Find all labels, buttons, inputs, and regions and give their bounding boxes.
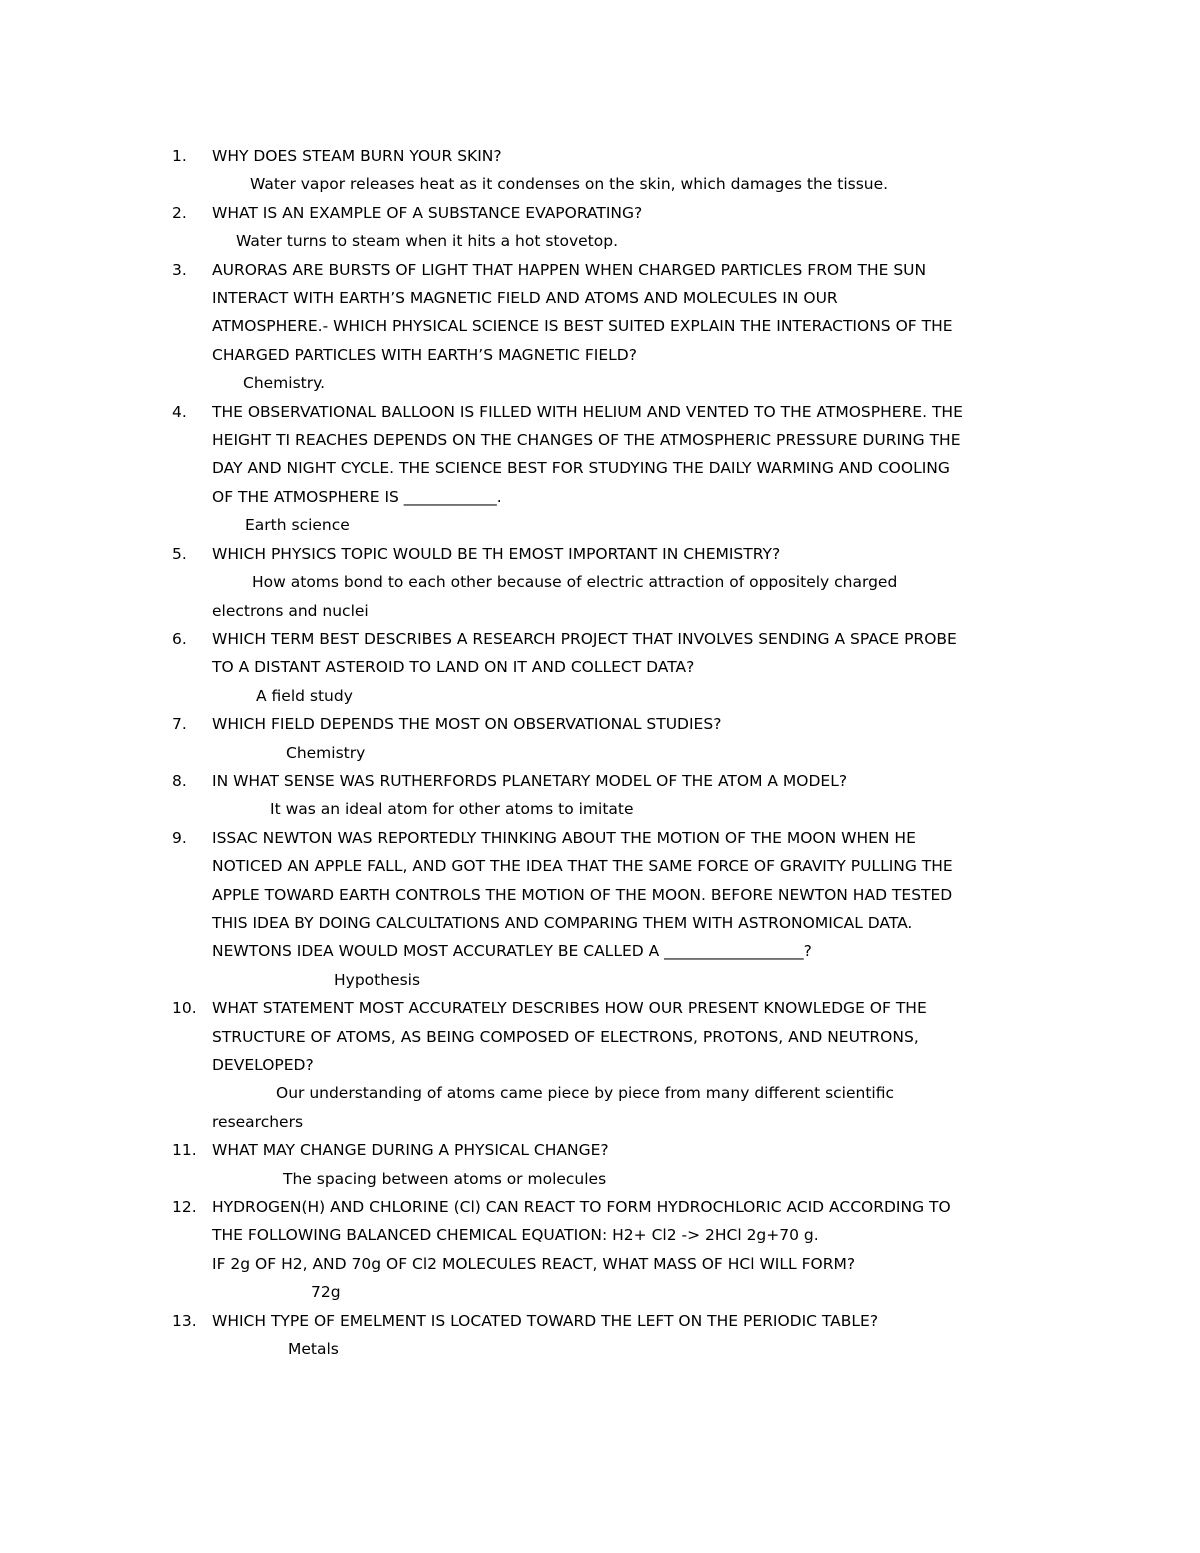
item-number: 6. xyxy=(172,629,187,648)
list-item xyxy=(0,994,1200,1136)
answer-text: Earth science xyxy=(245,516,350,535)
question-line: THIS IDEA BY DOING CALCULTATIONS AND COMPARING THEM WITH ASTRONOMICAL DATA. xyxy=(212,913,913,932)
item-number: 8. xyxy=(172,771,187,790)
item-number: 9. xyxy=(172,828,187,847)
answer-text-continued: electrons and nuclei xyxy=(212,601,369,620)
question-line: HYDROGEN(H) AND CHLORINE (Cl) CAN REACT TO FORM HYDROCHLORIC ACID ACCORDING TO xyxy=(212,1198,951,1217)
item-number: 4. xyxy=(172,402,187,421)
list-item xyxy=(0,540,1200,625)
question-line: NOTICED AN APPLE FALL, AND GOT THE IDEA THAT THE SAME FORCE OF GRAVITY PULLING THE xyxy=(212,857,953,876)
answer-text: How atoms bond to each other because of electric attraction of oppositely charged xyxy=(252,573,898,592)
answer-text: Our understanding of atoms came piece by piece from many different scientific xyxy=(276,1084,895,1103)
question-line: TO A DISTANT ASTEROID TO LAND ON IT AND COLLECT DATA? xyxy=(212,658,695,677)
answer-text: Water vapor releases heat as it condenses on the skin, which damages the tissue. xyxy=(250,175,889,194)
item-number: 2. xyxy=(172,203,187,222)
question-line: AURORAS ARE BURSTS OF LIGHT THAT HAPPEN WHEN CHARGED PARTICLES FROM THE SUN xyxy=(212,260,927,279)
question-text: WHICH TYPE OF EMELMENT IS LOCATED TOWARD THE LEFT ON THE PERIODIC TABLE? xyxy=(212,1311,879,1330)
question-text: WHICH FIELD DEPENDS THE MOST ON OBSERVATIONAL STUDIES? xyxy=(212,715,722,734)
list-item xyxy=(0,625,1200,710)
list-item xyxy=(0,199,1200,256)
list-item xyxy=(0,1193,1200,1307)
question-text: WHY DOES STEAM BURN YOUR SKIN? xyxy=(212,147,502,165)
answer-text: Metals xyxy=(288,1340,339,1359)
item-number: 13. xyxy=(172,1311,197,1330)
question-list xyxy=(0,142,1200,1363)
question-line: ISSAC NEWTON WAS REPORTEDLY THINKING ABOUT THE MOTION OF THE MOON WHEN HE xyxy=(212,828,916,847)
question-line: DEVELOPED? xyxy=(212,1056,314,1074)
answer-text: 72g xyxy=(311,1283,341,1302)
answer-text: Water turns to steam when it hits a hot stovetop. xyxy=(236,232,618,251)
question-line: OF THE ATMOSPHERE IS ____________. xyxy=(212,487,502,506)
list-item xyxy=(0,142,1200,199)
item-number: 1. xyxy=(172,147,187,165)
answer-text: The spacing between atoms or molecules xyxy=(283,1169,607,1188)
answer-text: A field study xyxy=(256,686,353,705)
item-number: 7. xyxy=(172,715,187,734)
question-line: STRUCTURE OF ATOMS, AS BEING COMPOSED OF ELECTRONS, PROTONS, AND NEUTRONS, xyxy=(212,1027,919,1046)
question-text: WHAT MAY CHANGE DURING A PHYSICAL CHANGE? xyxy=(212,1141,609,1160)
list-item xyxy=(0,710,1200,767)
answer-text-continued: researchers xyxy=(212,1112,304,1131)
list-item xyxy=(0,256,1200,398)
answer-text: Chemistry xyxy=(286,743,366,762)
question-line: NEWTONS IDEA WOULD MOST ACCURATLEY BE CALLED A __________________? xyxy=(212,942,812,961)
question-text: IN WHAT SENSE WAS RUTHERFORDS PLANETARY MODEL OF THE ATOM A MODEL? xyxy=(212,771,848,790)
question-text: WHICH PHYSICS TOPIC WOULD BE TH EMOST IMPORTANT IN CHEMISTRY? xyxy=(212,544,781,563)
question-line: DAY AND NIGHT CYCLE. THE SCIENCE BEST FOR STUDYING THE DAILY WARMING AND COOLING xyxy=(212,459,950,478)
item-number: 11. xyxy=(172,1141,197,1160)
question-text: WHAT IS AN EXAMPLE OF A SUBSTANCE EVAPORATING? xyxy=(212,203,643,222)
answer-text: Chemistry. xyxy=(243,374,326,393)
list-item xyxy=(0,767,1200,824)
question-line: INTERACT WITH EARTH’S MAGNETIC FIELD AND ATOMS AND MOLECULES IN OUR xyxy=(212,289,838,308)
item-number: 12. xyxy=(172,1198,197,1217)
answer-text: It was an ideal atom for other atoms to imitate xyxy=(270,800,634,819)
list-item xyxy=(0,1136,1200,1193)
item-number: 5. xyxy=(172,544,187,563)
question-line: WHICH TERM BEST DESCRIBES A RESEARCH PROJECT THAT INVOLVES SENDING A SPACE PROBE xyxy=(212,629,957,648)
list-item xyxy=(0,824,1200,994)
question-line: WHAT STATEMENT MOST ACCURATELY DESCRIBES HOW OUR PRESENT KNOWLEDGE OF THE xyxy=(212,999,927,1018)
question-line: HEIGHT TI REACHES DEPENDS ON THE CHANGES OF THE ATMOSPHERIC PRESSURE DURING THE xyxy=(212,431,961,450)
item-number: 3. xyxy=(172,260,187,279)
item-number: 10. xyxy=(172,999,197,1018)
list-item xyxy=(0,1307,1200,1364)
question-line: ATMOSPHERE.- WHICH PHYSICAL SCIENCE IS BEST SUITED EXPLAIN THE INTERACTIONS OF THE xyxy=(212,317,953,336)
answer-text: Hypothesis xyxy=(334,970,421,989)
question-line: IF 2g OF H2, AND 70g OF Cl2 MOLECULES REACT, WHAT MASS OF HCl WILL FORM? xyxy=(212,1254,856,1273)
list-item xyxy=(0,398,1200,540)
question-line: APPLE TOWARD EARTH CONTROLS THE MOTION OF THE MOON. BEFORE NEWTON HAD TESTED xyxy=(212,885,953,904)
question-line: THE OBSERVATIONAL BALLOON IS FILLED WITH HELIUM AND VENTED TO THE ATMOSPHERE. THE xyxy=(212,402,963,421)
question-line: THE FOLLOWING BALANCED CHEMICAL EQUATION: H2+ Cl2 -> 2HCl 2g+70 g. xyxy=(212,1226,819,1245)
question-line: CHARGED PARTICLES WITH EARTH’S MAGNETIC FIELD? xyxy=(212,345,637,364)
